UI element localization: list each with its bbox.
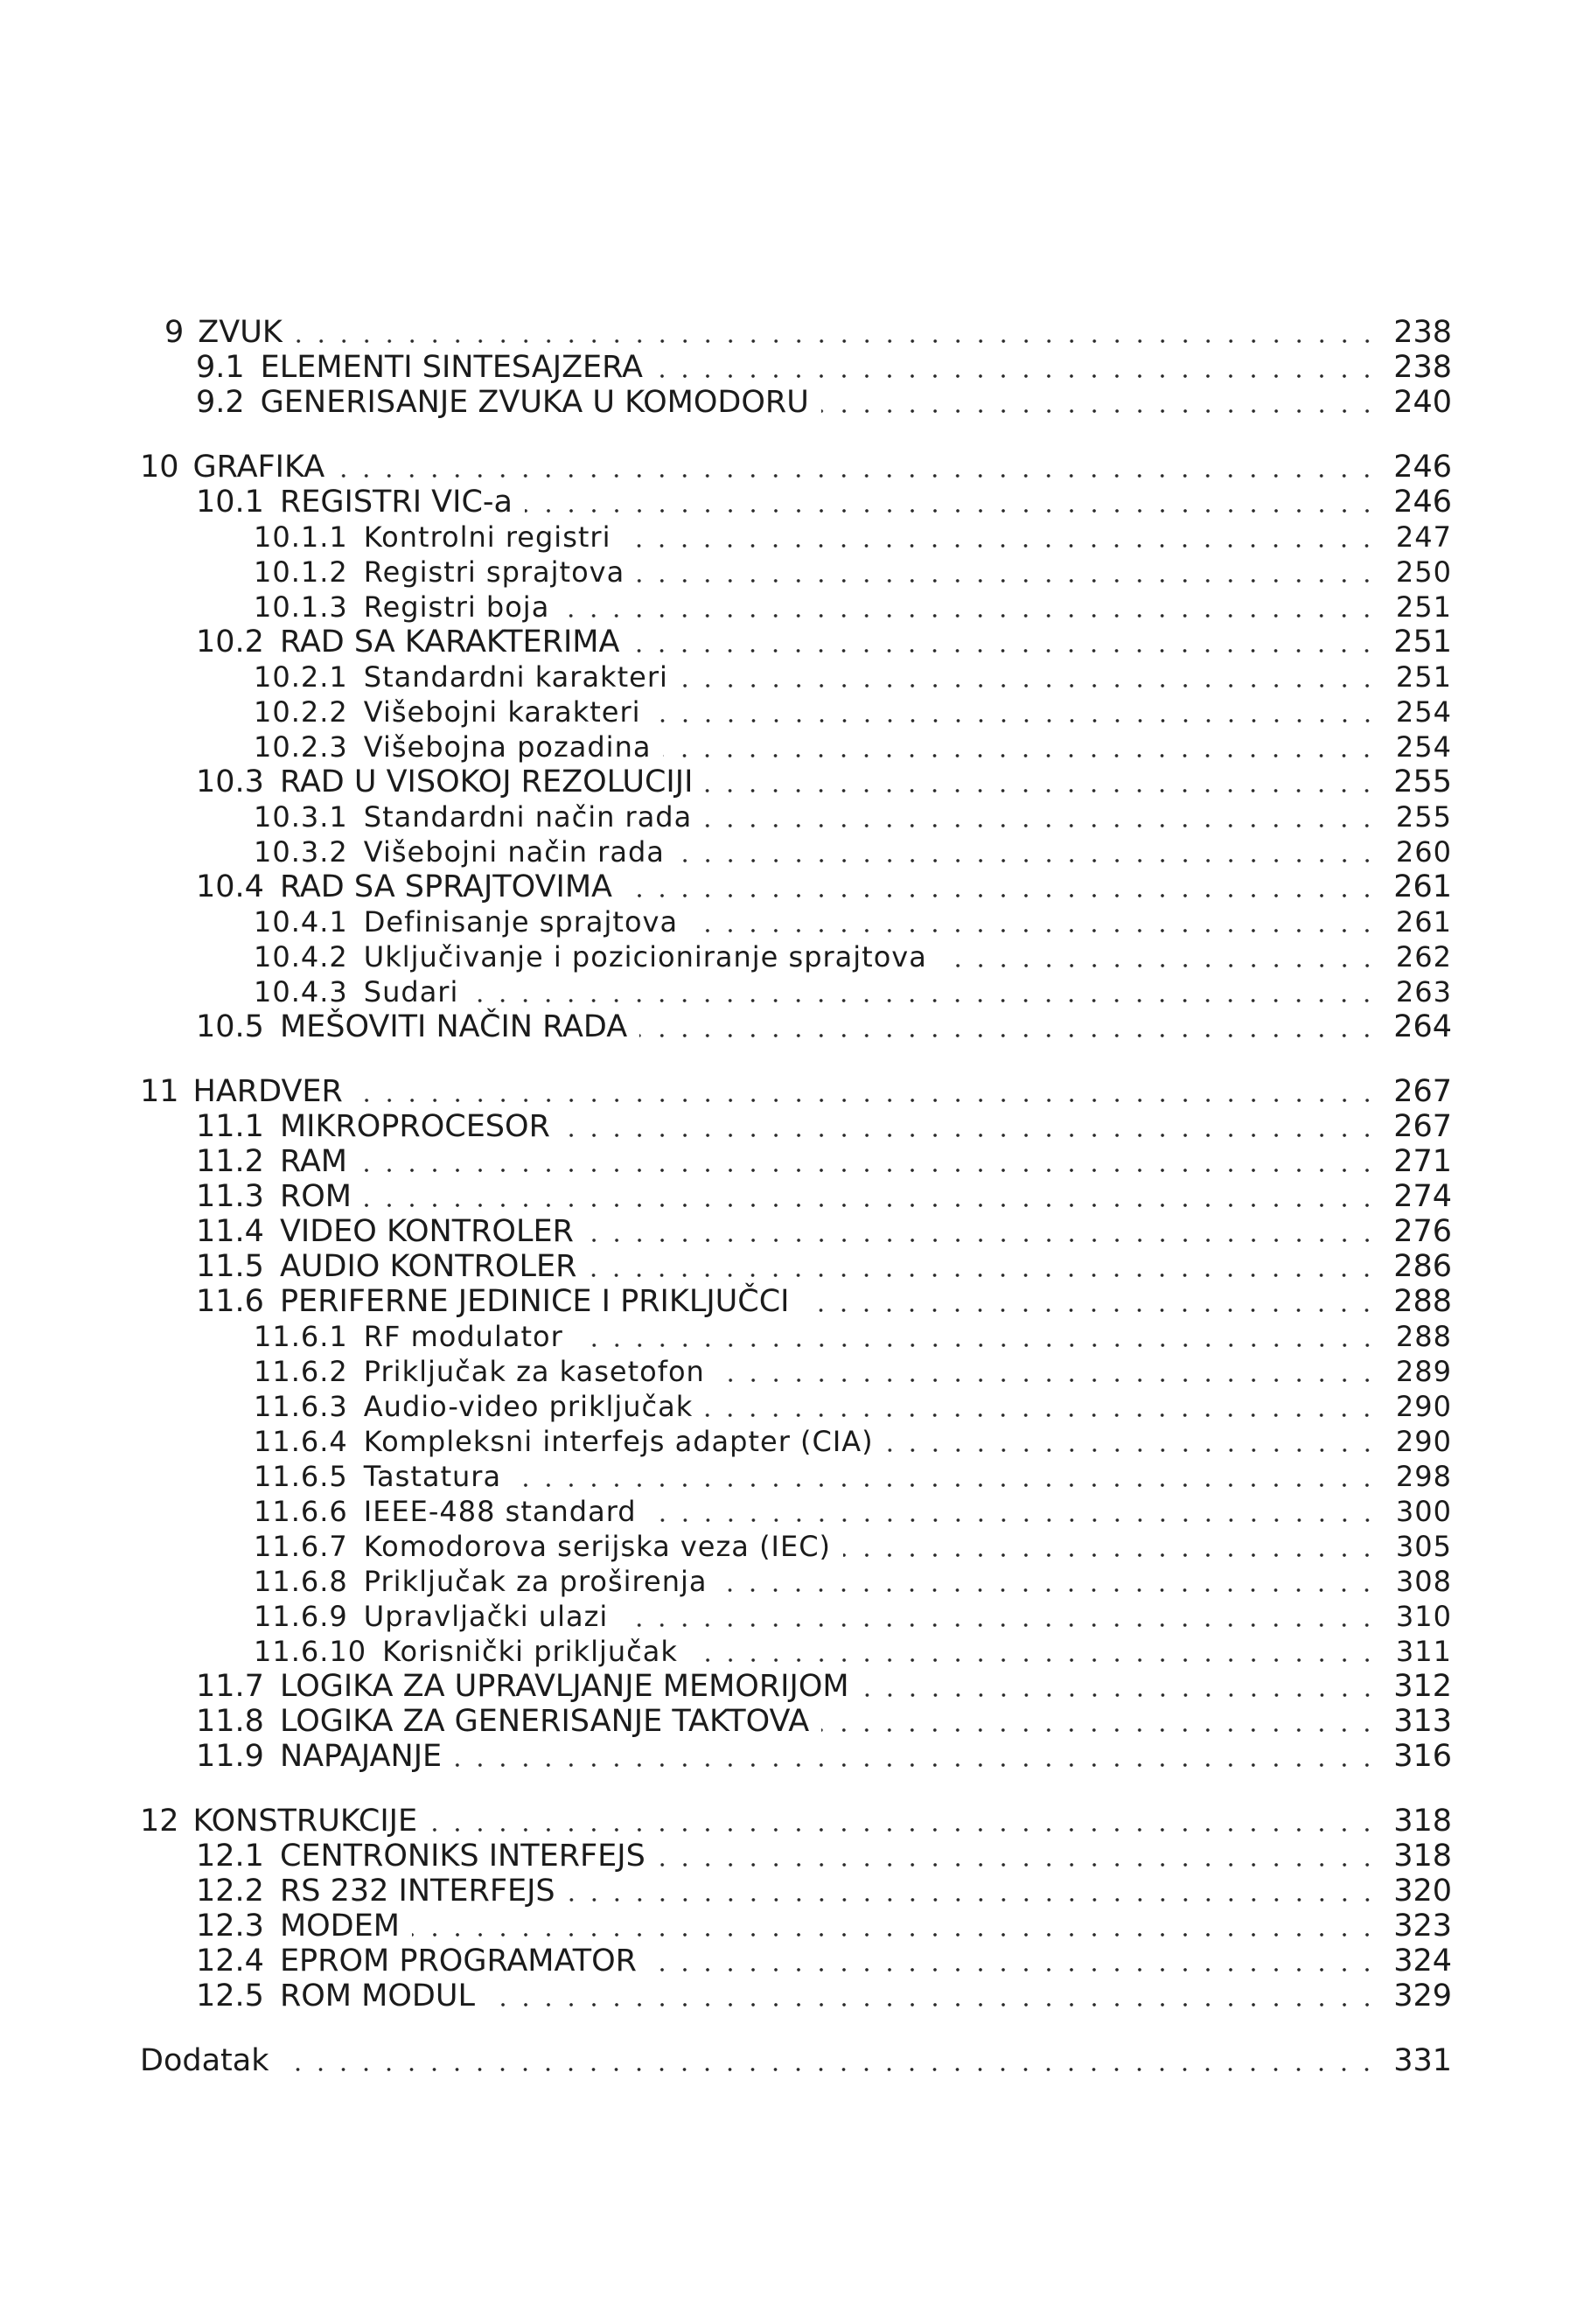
dot-leader xyxy=(717,1378,1378,1382)
toc-title: LOGIKA ZA UPRAVLJANJE MEMORIJOM xyxy=(279,1669,849,1704)
dot-leader xyxy=(589,1274,1378,1277)
toc-section xyxy=(140,764,1452,799)
dot-leader xyxy=(359,1169,1378,1172)
dot-leader xyxy=(705,1413,1378,1417)
toc-number: 11.6.3 xyxy=(254,1390,348,1423)
toc-title: Definisanje sprajtova xyxy=(363,905,679,939)
toc-number: 11.5 xyxy=(196,1249,264,1284)
toc-number: 11.8 xyxy=(196,1704,264,1739)
toc-number: 11.6.1 xyxy=(254,1320,348,1353)
table-of-contents xyxy=(140,315,1452,2078)
dot-leader xyxy=(637,579,1378,583)
dot-leader xyxy=(677,859,1378,862)
toc-subsection xyxy=(140,834,1452,869)
dot-leader xyxy=(568,1898,1378,1902)
toc-number: 12.4 xyxy=(196,1944,264,1979)
toc-title: NAPAJANJE xyxy=(279,1739,443,1774)
toc-subsection xyxy=(140,660,1452,694)
toc-page-number: 261 xyxy=(1395,905,1452,939)
toc-subsection xyxy=(140,1319,1452,1354)
toc-section xyxy=(140,1944,1452,1979)
toc-title: RAD SA SPRAJTOVIMA xyxy=(279,869,612,904)
toc-title: Kompleksni interfejs adapter (CIA) xyxy=(363,1425,874,1458)
toc-subsection xyxy=(140,520,1452,555)
toc-section xyxy=(140,1979,1452,2013)
toc-page-number: 254 xyxy=(1395,730,1452,764)
toc-number: 11.6.9 xyxy=(254,1600,348,1633)
dot-leader xyxy=(843,1553,1378,1557)
dot-leader xyxy=(576,1343,1378,1347)
dot-leader xyxy=(295,339,1378,343)
toc-title: Kontrolni registri xyxy=(363,520,611,554)
toc-number: 11.6 xyxy=(196,1284,264,1319)
toc-number: 10.1.3 xyxy=(254,590,348,624)
toc-title: Registri boja xyxy=(363,590,550,624)
toc-page-number: 262 xyxy=(1395,940,1452,974)
toc-page-number: 238 xyxy=(1393,315,1452,350)
toc-title: ROM MODUL xyxy=(279,1979,475,2013)
toc-subsection xyxy=(140,974,1452,1009)
toc-subsection xyxy=(140,1389,1452,1424)
toc-subsection xyxy=(140,1494,1452,1529)
toc-page-number: 261 xyxy=(1393,869,1452,904)
toc-chapter xyxy=(140,1074,1452,1109)
toc-title: GENERISANJE ZVUKA U KOMODORU xyxy=(260,385,809,420)
toc-page-number: 240 xyxy=(1393,385,1452,420)
toc-page-number: 311 xyxy=(1395,1635,1452,1668)
toc-page-number: 286 xyxy=(1393,1249,1452,1284)
toc-number: 10.5 xyxy=(196,1009,264,1044)
dot-leader xyxy=(281,2068,1378,2071)
toc-page-number: 289 xyxy=(1395,1355,1452,1388)
toc-title: REGISTRI VIC-a xyxy=(279,485,513,520)
toc-title: VIDEO KONTROLER xyxy=(279,1214,574,1249)
toc-page-number: 246 xyxy=(1393,485,1452,520)
toc-chapter xyxy=(140,2043,1452,2078)
toc-subsection xyxy=(140,555,1452,590)
toc-title: Uključivanje i pozicioniranje sprajtova xyxy=(363,940,927,974)
toc-section xyxy=(140,1214,1452,1249)
toc-subsection xyxy=(140,939,1452,974)
toc-section xyxy=(140,869,1452,904)
toc-title: Višebojni karakteri xyxy=(363,695,641,729)
toc-page-number: 288 xyxy=(1393,1284,1452,1319)
dot-leader xyxy=(719,1588,1378,1592)
toc-number: 11.4 xyxy=(196,1214,264,1249)
toc-number: 10.2.2 xyxy=(254,695,348,729)
dot-leader xyxy=(487,2003,1378,2006)
toc-title: Komodorova serijska veza (IEC) xyxy=(363,1530,832,1563)
dot-leader xyxy=(639,1034,1378,1037)
toc-number: 10.2.3 xyxy=(254,730,348,764)
toc-page-number: 318 xyxy=(1393,1839,1452,1874)
toc-number: 10.3.1 xyxy=(254,800,348,834)
toc-title: RF modulator xyxy=(363,1320,563,1353)
dot-leader xyxy=(939,964,1378,967)
toc-title: KONSTRUKCIJE xyxy=(192,1804,418,1839)
toc-title: Upravljački ulazi xyxy=(363,1600,609,1633)
dot-leader xyxy=(801,1309,1378,1312)
toc-title: Višebojna pozadina xyxy=(363,730,652,764)
toc-page-number: 300 xyxy=(1395,1495,1452,1528)
toc-page-number: 288 xyxy=(1395,1320,1452,1353)
dot-leader xyxy=(653,719,1379,722)
dot-leader xyxy=(471,999,1378,1002)
toc-title: PERIFERNE JEDINICE I PRIKLJUČCI xyxy=(279,1284,790,1319)
toc-section xyxy=(140,625,1452,660)
toc-number: 11.6.7 xyxy=(254,1530,348,1563)
toc-chapter xyxy=(140,1804,1452,1839)
toc-page-number: 251 xyxy=(1395,660,1452,694)
dot-leader xyxy=(525,509,1378,513)
dot-leader xyxy=(625,894,1378,897)
toc-title: Dodatak xyxy=(140,2043,269,2078)
toc-title: RAM xyxy=(279,1144,347,1179)
toc-chapter xyxy=(140,315,1452,350)
toc-number: 10.4.3 xyxy=(254,975,348,1008)
toc-title: LOGIKA ZA GENERISANJE TAKTOVA xyxy=(279,1704,810,1739)
toc-title: HARDVER xyxy=(192,1074,343,1109)
toc-page-number: 305 xyxy=(1395,1530,1452,1563)
dot-leader xyxy=(620,1623,1378,1627)
toc-section xyxy=(140,1249,1452,1284)
toc-number: 10.3 xyxy=(196,764,264,799)
toc-page-number: 271 xyxy=(1393,1144,1452,1179)
toc-page-number: 331 xyxy=(1393,2043,1452,2078)
toc-section xyxy=(140,350,1452,385)
dot-leader xyxy=(655,374,1378,378)
toc-page-number: 251 xyxy=(1395,590,1452,624)
dot-leader xyxy=(690,929,1378,932)
toc-title: Audio-video priključak xyxy=(363,1390,694,1423)
toc-subsection xyxy=(140,1564,1452,1599)
toc-page-number: 263 xyxy=(1395,975,1452,1008)
toc-page-number: 298 xyxy=(1395,1460,1452,1493)
toc-title: GRAFIKA xyxy=(192,450,325,485)
toc-number: 11.6.4 xyxy=(254,1425,348,1458)
toc-subsection xyxy=(140,694,1452,729)
toc-subsection xyxy=(140,1424,1452,1459)
toc-page-number: 247 xyxy=(1395,520,1452,554)
dot-leader xyxy=(705,789,1378,792)
toc-page-number: 313 xyxy=(1393,1704,1452,1739)
dot-leader xyxy=(562,1134,1378,1137)
toc-number: 11.9 xyxy=(196,1739,264,1774)
toc-page-number: 329 xyxy=(1393,1979,1452,2013)
toc-number: 11.6.5 xyxy=(254,1460,348,1493)
toc-title: Priključak za proširenja xyxy=(363,1565,708,1598)
dot-leader xyxy=(658,1863,1378,1867)
toc-chapter xyxy=(140,450,1452,485)
toc-number: 10.1.2 xyxy=(254,555,348,589)
dot-leader xyxy=(623,544,1378,548)
dot-leader xyxy=(886,1448,1378,1452)
toc-title: EPROM PROGRAMATOR xyxy=(279,1944,637,1979)
toc-number: 10.3.2 xyxy=(254,835,348,869)
toc-subsection xyxy=(140,1354,1452,1389)
toc-section xyxy=(140,1839,1452,1874)
toc-page-number: 255 xyxy=(1393,764,1452,799)
toc-section xyxy=(140,1739,1452,1774)
toc-page-number: 276 xyxy=(1393,1214,1452,1249)
toc-number: 11.1 xyxy=(196,1109,264,1144)
toc-section xyxy=(140,385,1452,420)
toc-subsection xyxy=(140,904,1452,939)
dot-leader xyxy=(649,1518,1378,1522)
toc-number: 10.2.1 xyxy=(254,660,348,694)
toc-title: Tastatura xyxy=(363,1460,502,1493)
dot-leader xyxy=(680,684,1378,687)
toc-title: ZVUK xyxy=(198,315,283,350)
toc-section xyxy=(140,1284,1452,1319)
toc-section xyxy=(140,1874,1452,1909)
dot-leader xyxy=(337,474,1378,478)
dot-leader xyxy=(649,1968,1378,1972)
toc-subsection xyxy=(140,1599,1452,1634)
toc-title: Korisnički priključak xyxy=(382,1635,678,1668)
toc-title: CENTRONIKS INTERFEJS xyxy=(279,1839,645,1874)
toc-title: Standardni karakteri xyxy=(363,660,668,694)
toc-page-number: 310 xyxy=(1395,1600,1452,1633)
toc-section xyxy=(140,1009,1452,1044)
toc-number: 12 xyxy=(140,1804,179,1839)
toc-number: 12.1 xyxy=(196,1839,264,1874)
toc-number: 10.1 xyxy=(196,485,264,520)
toc-number: 11 xyxy=(140,1074,179,1109)
toc-page-number: 308 xyxy=(1395,1565,1452,1598)
toc-subsection xyxy=(140,590,1452,625)
toc-number: 10.2 xyxy=(196,625,264,660)
toc-number: 11.6.2 xyxy=(254,1355,348,1388)
toc-page-number: 318 xyxy=(1393,1804,1452,1839)
dot-leader xyxy=(862,1693,1378,1697)
toc-number: 11.7 xyxy=(196,1669,264,1704)
dot-leader xyxy=(821,1728,1378,1732)
toc-page-number: 312 xyxy=(1393,1669,1452,1704)
toc-title: RS 232 INTERFEJS xyxy=(279,1874,555,1909)
toc-page-number: 260 xyxy=(1395,835,1452,869)
toc-title: MIKROPROCESOR xyxy=(279,1109,550,1144)
dot-leader xyxy=(355,1099,1378,1102)
dot-leader xyxy=(364,1204,1378,1207)
dot-leader xyxy=(586,1239,1378,1242)
toc-number: 10.4 xyxy=(196,869,264,904)
toc-title: MODEM xyxy=(279,1909,400,1944)
toc-number: 11.3 xyxy=(196,1179,264,1214)
dot-leader xyxy=(690,1658,1378,1662)
toc-number: 12.5 xyxy=(196,1979,264,2013)
toc-subsection xyxy=(140,729,1452,764)
toc-number: 9.1 xyxy=(196,350,245,385)
toc-page-number: 246 xyxy=(1393,450,1452,485)
toc-title: Priključak za kasetofon xyxy=(363,1355,705,1388)
toc-number: 9.2 xyxy=(196,385,245,420)
toc-subsection xyxy=(140,1459,1452,1494)
dot-leader xyxy=(632,649,1378,653)
toc-title: RAD U VISOKOJ REZOLUCIJI xyxy=(279,764,694,799)
toc-subsection xyxy=(140,799,1452,834)
toc-number: 12.2 xyxy=(196,1874,264,1909)
toc-number: 10.1.1 xyxy=(254,520,348,554)
toc-title: MEŠOVITI NAČIN RADA xyxy=(279,1009,628,1044)
toc-page-number: 320 xyxy=(1393,1874,1452,1909)
toc-subsection xyxy=(140,1634,1452,1669)
toc-title: ROM xyxy=(279,1179,352,1214)
toc-page-number: 324 xyxy=(1393,1944,1452,1979)
dot-leader xyxy=(412,1933,1378,1937)
toc-section xyxy=(140,1704,1452,1739)
toc-section xyxy=(140,485,1452,520)
dot-leader xyxy=(429,1828,1378,1832)
toc-section xyxy=(140,1109,1452,1144)
toc-number: 10 xyxy=(140,450,179,485)
dot-leader xyxy=(562,614,1378,618)
toc-page-number: 255 xyxy=(1395,800,1452,834)
toc-page-number: 316 xyxy=(1393,1739,1452,1774)
toc-page-number: 290 xyxy=(1395,1425,1452,1458)
toc-title: RAD SA KARAKTERIMA xyxy=(279,625,620,660)
toc-number: 9 xyxy=(164,315,185,350)
toc-section xyxy=(140,1144,1452,1179)
dot-leader xyxy=(663,754,1378,757)
toc-number: 10.4.1 xyxy=(254,905,348,939)
toc-title: Standardni način rada xyxy=(363,800,693,834)
toc-page-number: 267 xyxy=(1393,1074,1452,1109)
toc-page-number: 250 xyxy=(1395,555,1452,589)
dot-leader xyxy=(454,1763,1378,1767)
toc-section xyxy=(140,1909,1452,1944)
toc-section xyxy=(140,1669,1452,1704)
toc-title: Višebojni način rada xyxy=(363,835,665,869)
toc-subsection xyxy=(140,1529,1452,1564)
toc-title: IEEE-488 standard xyxy=(363,1495,637,1528)
toc-page-number: 323 xyxy=(1393,1909,1452,1944)
toc-page-number: 264 xyxy=(1393,1009,1452,1044)
toc-title: ELEMENTI SINTESAJZERA xyxy=(260,350,644,385)
toc-number: 12.3 xyxy=(196,1909,264,1944)
toc-page-number: 251 xyxy=(1393,625,1452,660)
toc-title: Sudari xyxy=(363,975,459,1008)
toc-number: 11.2 xyxy=(196,1144,264,1179)
toc-number: 11.6.6 xyxy=(254,1495,348,1528)
toc-page-number: 254 xyxy=(1395,695,1452,729)
toc-number: 11.6.8 xyxy=(254,1565,348,1598)
toc-page-number: 290 xyxy=(1395,1390,1452,1423)
toc-page-number: 274 xyxy=(1393,1179,1452,1214)
toc-page-number: 238 xyxy=(1393,350,1452,385)
toc-section xyxy=(140,1179,1452,1214)
toc-number: 10.4.2 xyxy=(254,940,348,974)
toc-number: 11.6.10 xyxy=(254,1635,367,1668)
toc-title: AUDIO KONTROLER xyxy=(279,1249,577,1284)
dot-leader xyxy=(704,824,1378,827)
toc-title: Registri sprajtova xyxy=(363,555,625,589)
toc-page-number: 267 xyxy=(1393,1109,1452,1144)
dot-leader xyxy=(513,1483,1378,1487)
dot-leader xyxy=(821,409,1378,413)
